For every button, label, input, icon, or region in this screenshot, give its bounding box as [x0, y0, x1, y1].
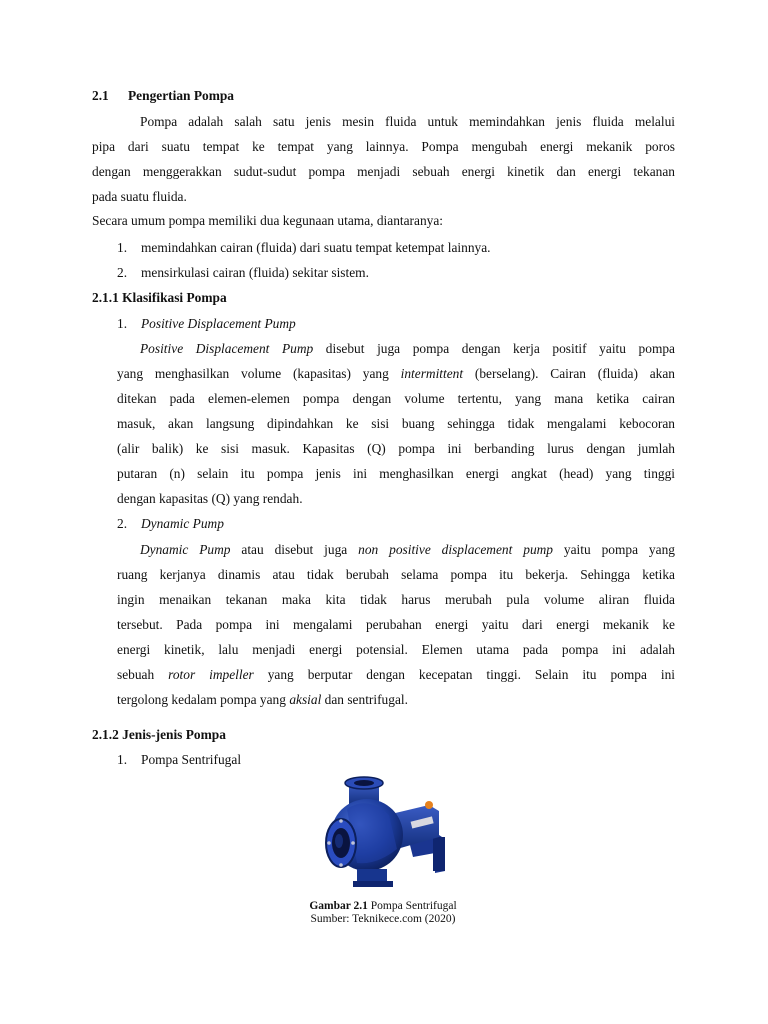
pump-image — [317, 775, 449, 893]
list-item — [117, 263, 675, 283]
list-text: memindahkan cairan (fluida) dari suatu tempat ketempat lainnya. — [141, 240, 491, 255]
paragraph-line: ingin menaikan tekanan maka kita tidak harus merubah pula volume aliran fluida — [117, 592, 675, 607]
list-item — [117, 314, 675, 334]
figure-caption-text: Pompa Sentrifugal — [367, 900, 457, 912]
centrifugal-pump-icon — [317, 775, 449, 893]
text: sebuah — [117, 667, 169, 682]
paragraph-line: energi kinetik, lalu menjadi energi potensial. Elemen utama pada pompa ini adalah — [117, 642, 675, 657]
paragraph-line: tersebut. Pada pompa ini mengalami perubahan energi yaitu dari energi mekanik ke — [117, 617, 675, 632]
text: yang menghasilkan volume (kapasitas) yang — [117, 366, 401, 381]
list-item — [117, 750, 675, 770]
text: disebut juga pompa dengan kerja positif yaitu pompa — [313, 341, 675, 356]
list-text: mensirkulasi cairan (fluida) sekitar sistem. — [141, 265, 369, 280]
paragraph-line: (alir balik) ke sisi masuk. Kapasitas (Q) pompa ini berbanding lurus dengan jumlah — [117, 441, 675, 456]
section-heading — [92, 86, 675, 106]
list-number: 2. — [117, 265, 128, 280]
paragraph-line: pada suatu fluida. — [92, 189, 187, 204]
text: yang berputar dengan kecepatan tinggi. Selain itu pompa ini — [253, 667, 675, 682]
text: tergolong kedalam pompa yang — [117, 692, 290, 707]
paragraph-line — [117, 364, 675, 384]
paragraph-line: ditekan pada elemen-elemen pompa dengan volume tertentu, yang mana ketika cairan — [117, 391, 675, 406]
paragraph-line: pipa dari suatu tempat ke tempat yang lainnya. Pompa mengubah energi mekanik poros — [92, 139, 675, 154]
term: intermittent — [400, 366, 464, 381]
list-item — [117, 238, 675, 258]
list-text: Pompa Sentrifugal — [141, 752, 242, 767]
text: dan sentrifugal. — [321, 692, 408, 707]
list-number: 1. — [117, 752, 128, 767]
term: Dynamic Pump — [140, 542, 231, 557]
section-number: 2.1 — [92, 88, 109, 103]
text: atau disebut juga — [230, 542, 359, 557]
uses-intro: Secara umum pompa memiliki dua kegunaan utama, diantaranya: — [92, 213, 444, 228]
figure-label: Gambar 2.1 — [309, 900, 368, 912]
paragraph-line: dengan menggerakkan sudut-sudut pompa menjadi sebuah energi kinetik dan energi tekanan — [92, 164, 675, 179]
text: yaitu pompa yang — [553, 542, 675, 557]
paragraph-line: ruang kerjanya dinamis atau tidak berubah selama pompa itu bekerja. Sehingga ketika — [117, 567, 675, 582]
term: Positive Displacement Pump — [140, 341, 314, 356]
paragraph-line: dengan kapasitas (Q) yang rendah. — [117, 491, 303, 506]
term: non positive displacement pump — [358, 542, 553, 557]
paragraph-line — [117, 665, 675, 685]
figure-source: Sumber: Teknikece.com (2020) — [310, 913, 456, 925]
list-text: Dynamic Pump — [141, 516, 224, 531]
paragraph-line: putaran (n) selain itu pompa jenis ini menghasilkan energi angkat (head) yang tinggi — [117, 466, 675, 481]
paragraph-line — [117, 690, 675, 710]
term: rotor impeller — [168, 667, 254, 682]
section-title: Pengertian Pompa — [128, 88, 234, 103]
text: (berselang). Cairan (fluida) akan — [463, 366, 675, 381]
paragraph-line — [117, 540, 675, 560]
figure-caption — [230, 899, 536, 913]
term: aksial — [289, 692, 322, 707]
paragraph-line: masuk, akan langsung dipindahkan ke sisi buang sehingga tidak mengalami kebocoran — [117, 416, 675, 431]
subsection-heading: 2.1.2 Jenis-jenis Pompa — [92, 727, 226, 742]
list-text: Positive Displacement Pump — [141, 316, 296, 331]
list-number: 2. — [117, 516, 128, 531]
paragraph-line — [117, 339, 675, 359]
list-number: 1. — [117, 316, 128, 331]
list-item — [117, 514, 675, 534]
subsection-heading: 2.1.1 Klasifikasi Pompa — [92, 290, 227, 305]
paragraph-line: Pompa adalah salah satu jenis mesin fluida untuk memindahkan jenis fluida melalui — [140, 114, 675, 129]
list-number: 1. — [117, 240, 128, 255]
